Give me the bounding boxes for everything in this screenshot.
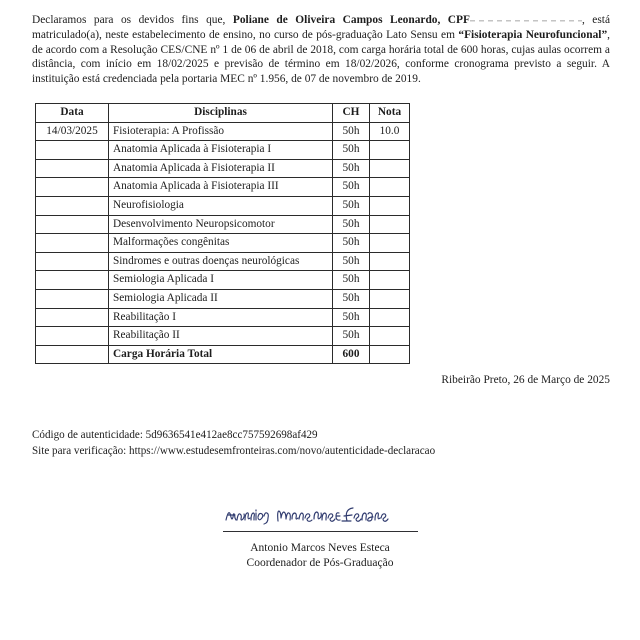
- cell-nota: [370, 252, 410, 271]
- table-row: [36, 271, 410, 290]
- column-header-disciplinas: Disciplinas: [109, 104, 333, 123]
- cell-ch: 50h: [333, 271, 370, 290]
- declaration-after-cpf: , está matriculado(a), neste estabelecimento de ensino, no curso de pós-graduação Lato Sensu em: [32, 14, 610, 41]
- cell-ch: 50h: [333, 122, 370, 141]
- table-row: [36, 159, 410, 178]
- table-row: [36, 178, 410, 197]
- cell-data: [36, 178, 109, 197]
- table-header: [36, 104, 410, 123]
- cell-data: 14/03/2025: [36, 122, 109, 141]
- declaration-lead: Declaramos para os devidos fins que,: [32, 14, 226, 27]
- table-row: [36, 196, 410, 215]
- table-row: [36, 289, 410, 308]
- cell-disciplina: Reabilitação II: [109, 327, 333, 346]
- table-row: [36, 122, 410, 141]
- cell-ch: 50h: [333, 178, 370, 197]
- table-body: [36, 122, 410, 364]
- cell-disciplina: Sindromes e outras doenças neurológicas: [109, 252, 333, 271]
- cell-ch: 50h: [333, 141, 370, 160]
- cell-total-ch: 600: [333, 345, 370, 364]
- signatory-role: Coordenador de Pós-Graduação: [246, 557, 394, 570]
- cell-nota: [370, 178, 410, 197]
- cell-total-label: Carga Horária Total: [109, 345, 333, 364]
- column-header-data: Data: [36, 104, 109, 123]
- student-name-cpf-label: Poliane de Oliveira Campos Leonardo, CPF: [232, 14, 470, 27]
- cell-nota: [370, 289, 410, 308]
- authenticity-code: Código de autenticidade: 5d9636541e412ae8cc757592698af429: [32, 429, 318, 441]
- cell-ch: 50h: [333, 252, 370, 271]
- cell-disciplina: Malformações congênitas: [109, 234, 333, 253]
- signature-block: [0, 500, 640, 572]
- column-header-nota: Nota: [370, 104, 410, 123]
- cell-disciplina: Desenvolvimento Neuropsicomotor: [109, 215, 333, 234]
- cell-data: [36, 308, 109, 327]
- cell-data: [36, 234, 109, 253]
- cell-nota: [370, 271, 410, 290]
- cell-data: [36, 252, 109, 271]
- handwritten-signature-icon: [220, 500, 420, 530]
- table-row: [36, 327, 410, 346]
- cell-nota: [370, 327, 410, 346]
- cell-nota: [370, 234, 410, 253]
- cell-nota: [370, 196, 410, 215]
- cell-data: [36, 289, 109, 308]
- disciplines-table: [35, 103, 410, 364]
- cell-ch: 50h: [333, 308, 370, 327]
- cell-data: [36, 345, 109, 364]
- cell-ch: 50h: [333, 215, 370, 234]
- cell-data: [36, 196, 109, 215]
- signatory-name: Antonio Marcos Neves Esteca: [250, 542, 390, 554]
- cell-ch: 50h: [333, 289, 370, 308]
- disciplines-table-container: [35, 103, 410, 364]
- cell-data: [36, 215, 109, 234]
- cell-nota: [370, 159, 410, 178]
- column-header-ch: CH: [333, 104, 370, 123]
- cell-data: [36, 159, 109, 178]
- cell-disciplina: Semiologia Aplicada II: [109, 289, 333, 308]
- table-header-row: [36, 104, 410, 123]
- declaration-after-course: , de acordo com a Resolução CES/CNE nº 1 de 06 de abril de 2018, com carga horária total de 600 horas, cujas aulas ocorrem a distância, com início em 18/02/2025 e previsão de término em 18/02/2026, conforme cronograma previsto a seguir. A instituição está credenciada pela portaria MEC nº 1.956, de 07 de novembro de 2019.: [32, 28, 610, 85]
- course-name: “Fisioterapia Neurofuncional”: [458, 28, 608, 41]
- cell-disciplina: Anatomia Aplicada à Fisioterapia III: [109, 178, 333, 197]
- place-and-date: Ribeirão Preto, 26 de Março de 2025: [441, 374, 610, 386]
- cell-ch: 50h: [333, 159, 370, 178]
- cell-data: [36, 271, 109, 290]
- signature-rule: [223, 531, 418, 532]
- cell-disciplina: Fisioterapia: A Profissão: [109, 122, 333, 141]
- cell-disciplina: Reabilitação I: [109, 308, 333, 327]
- cell-ch: 50h: [333, 234, 370, 253]
- table-row: [36, 308, 410, 327]
- table-row: [36, 215, 410, 234]
- cell-disciplina: Neurofisiologia: [109, 196, 333, 215]
- cell-total-nota: [370, 345, 410, 364]
- verification-site: Site para verificação: https://www.estudesemfronteiras.com/novo/autenticidade-declaracao: [32, 444, 436, 457]
- cell-nota: [370, 141, 410, 160]
- table-row: [36, 252, 410, 271]
- cell-ch: 50h: [333, 196, 370, 215]
- cell-disciplina: Semiologia Aplicada I: [109, 271, 333, 290]
- signatory-info: [0, 541, 640, 572]
- cell-nota: [370, 308, 410, 327]
- cell-disciplina: Anatomia Aplicada à Fisioterapia II: [109, 159, 333, 178]
- table-row: [36, 141, 410, 160]
- cell-nota: [370, 215, 410, 234]
- declaration-paragraph: [32, 13, 610, 86]
- cell-data: [36, 141, 109, 160]
- cell-disciplina: Anatomia Aplicada à Fisioterapia I: [109, 141, 333, 160]
- cell-ch: 50h: [333, 327, 370, 346]
- cell-nota: 10.0: [370, 122, 410, 141]
- authenticity-block: [32, 428, 435, 459]
- table-row: [36, 234, 410, 253]
- table-total-row: [36, 345, 410, 364]
- cell-data: [36, 327, 109, 346]
- cpf-redaction: [470, 15, 582, 24]
